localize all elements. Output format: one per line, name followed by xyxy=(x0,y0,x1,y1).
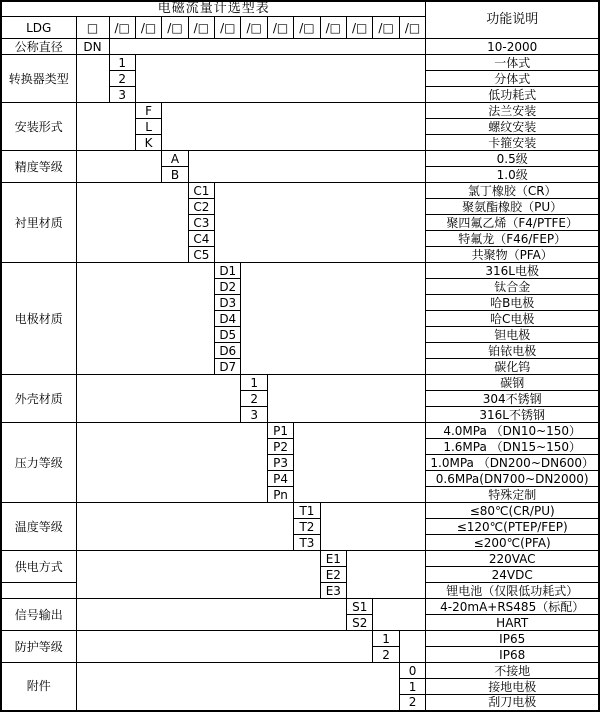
filler-cell xyxy=(76,631,373,663)
option-code-cell: 0 xyxy=(399,663,426,679)
filler-cell xyxy=(294,423,426,503)
filler-cell xyxy=(373,599,426,631)
option-code-cell: D6 xyxy=(215,343,241,359)
option-desc-cell: 锂电池（仅限低功耗式） xyxy=(426,583,599,599)
option-code-cell: 3 xyxy=(109,87,135,103)
filler-cell xyxy=(76,103,135,151)
filler-cell xyxy=(76,551,320,599)
dn-box-cell: □ xyxy=(76,17,109,39)
option-desc-cell: 氯丁橡胶（CR） xyxy=(426,183,599,199)
option-code-cell: T1 xyxy=(294,503,320,519)
option-code-cell: K xyxy=(135,135,161,151)
option-desc-cell: 0.5级 xyxy=(426,151,599,167)
option-code-cell: 2 xyxy=(109,71,135,87)
option-desc-cell: ≤80℃(CR/PU) xyxy=(426,503,599,519)
category-label-power-supply: 供电方式 xyxy=(1,551,76,583)
option-code-cell: C1 xyxy=(188,183,214,199)
option-desc-cell: 分体式 xyxy=(426,71,599,87)
option-code-cell: S1 xyxy=(347,599,373,615)
option-code-cell: P2 xyxy=(267,439,293,455)
model-slot-cell: /□ xyxy=(109,17,135,39)
filler-cell xyxy=(162,103,426,151)
model-slot-cell: /□ xyxy=(241,17,267,39)
option-desc-cell: IP65 xyxy=(426,631,599,647)
option-desc-cell: 1.6MPa （DN15~150） xyxy=(426,439,599,455)
filler-cell xyxy=(267,375,426,423)
category-label-pressure-rating: 压力等级 xyxy=(1,423,76,503)
model-slot-cell: /□ xyxy=(294,17,320,39)
option-code-cell: D1 xyxy=(215,263,241,279)
option-desc-cell: 220VAC xyxy=(426,551,599,567)
option-desc-cell: 316L不锈钢 xyxy=(426,407,599,423)
option-code-cell: C2 xyxy=(188,199,214,215)
category-label-accuracy: 精度等级 xyxy=(1,151,76,183)
option-desc-cell: 304不锈钢 xyxy=(426,391,599,407)
filler-cell xyxy=(76,503,294,551)
category-label-protection-rating: 防护等级 xyxy=(1,631,76,663)
option-code-cell: C5 xyxy=(188,247,214,263)
option-code-cell: C4 xyxy=(188,231,214,247)
filler-cell xyxy=(320,503,426,551)
option-desc-cell: ≤200℃(PFA) xyxy=(426,535,599,551)
model-slot-cell: /□ xyxy=(320,17,346,39)
option-desc-cell: 钛合金 xyxy=(426,279,599,295)
option-desc-cell: 316L电极 xyxy=(426,263,599,279)
option-code-cell: 1 xyxy=(109,55,135,71)
option-desc-cell: 碳钢 xyxy=(426,375,599,391)
option-desc-cell: 共聚物（PFA） xyxy=(426,247,599,263)
filler-cell xyxy=(347,551,426,599)
option-desc-cell: 钽电极 xyxy=(426,327,599,343)
category-label-signal-output: 信号输出 xyxy=(1,599,76,631)
function-column-header: 功能说明 xyxy=(426,1,599,39)
filler-cell xyxy=(241,263,426,375)
option-code-cell: C3 xyxy=(188,215,214,231)
category-label-housing-material: 外壳材质 xyxy=(1,375,76,423)
model-prefix: LDG xyxy=(1,17,76,39)
option-desc-cell: 接地电极 xyxy=(426,679,599,695)
option-code-cell: 2 xyxy=(373,647,399,663)
option-desc-cell: 1.0级 xyxy=(426,167,599,183)
option-desc-cell: 法兰安装 xyxy=(426,103,599,119)
filler-cell xyxy=(399,631,426,663)
option-desc-cell: IP68 xyxy=(426,647,599,663)
option-code-cell: DN xyxy=(76,39,109,55)
option-code-cell: P1 xyxy=(267,423,293,439)
option-code-cell: E1 xyxy=(320,551,346,567)
option-desc-cell: HART xyxy=(426,615,599,631)
option-desc-cell: 10-2000 xyxy=(426,39,599,55)
model-slot-cell: /□ xyxy=(373,17,399,39)
model-slot-cell: /□ xyxy=(135,17,161,39)
option-desc-cell: 聚氨酯橡胶（PU） xyxy=(426,199,599,215)
option-code-cell: D2 xyxy=(215,279,241,295)
option-desc-cell: 4-20mA+RS485（标配） xyxy=(426,599,599,615)
option-desc-cell: 哈B电极 xyxy=(426,295,599,311)
option-code-cell: 1 xyxy=(373,631,399,647)
option-desc-cell: ≤120℃(PTEP/FEP) xyxy=(426,519,599,535)
option-desc-cell: 24VDC xyxy=(426,567,599,583)
filler-cell xyxy=(215,183,426,263)
option-desc-cell: 卡箍安装 xyxy=(426,135,599,151)
table-title: 电磁流量计选型表 xyxy=(1,1,426,17)
model-slot-cell: /□ xyxy=(347,17,373,39)
category-label-nominal-diameter: 公称直径 xyxy=(1,39,76,55)
filler-cell xyxy=(76,263,215,375)
filler-cell xyxy=(109,39,426,55)
option-code-cell: D7 xyxy=(215,359,241,375)
option-code-cell: P4 xyxy=(267,471,293,487)
option-desc-cell: 1.0MPa （DN200~DN600） xyxy=(426,455,599,471)
option-code-cell: 2 xyxy=(399,695,426,711)
option-desc-cell: 4.0MPa （DN10~150） xyxy=(426,423,599,439)
option-desc-cell: 0.6MPa(DN700~DN2000) xyxy=(426,471,599,487)
option-code-cell: L xyxy=(135,119,161,135)
empty-label-cell xyxy=(1,583,76,599)
category-label-temperature-rating: 温度等级 xyxy=(1,503,76,551)
filler-cell xyxy=(188,151,426,183)
option-code-cell: T2 xyxy=(294,519,320,535)
filler-cell xyxy=(135,55,426,103)
option-desc-cell: 不接地 xyxy=(426,663,599,679)
category-label-installation: 安装形式 xyxy=(1,103,76,151)
category-label-electrode-material: 电极材质 xyxy=(1,263,76,375)
filler-cell xyxy=(76,663,399,711)
model-slot-cell: /□ xyxy=(162,17,188,39)
category-label-converter-type: 转换器类型 xyxy=(1,55,76,103)
model-slot-cell: /□ xyxy=(399,17,426,39)
option-code-cell: D4 xyxy=(215,311,241,327)
filler-cell xyxy=(76,599,347,631)
option-code-cell: D5 xyxy=(215,327,241,343)
option-desc-cell: 聚四氟乙烯（F4/PTFE） xyxy=(426,215,599,231)
model-slot-cell: /□ xyxy=(267,17,293,39)
option-code-cell: E2 xyxy=(320,567,346,583)
option-code-cell: E3 xyxy=(320,583,346,599)
option-desc-cell: 螺纹安装 xyxy=(426,119,599,135)
option-desc-cell: 碳化钨 xyxy=(426,359,599,375)
option-code-cell: 1 xyxy=(399,679,426,695)
option-desc-cell: 特殊定制 xyxy=(426,487,599,503)
option-desc-cell: 低功耗式 xyxy=(426,87,599,103)
option-code-cell: A xyxy=(162,151,188,167)
filler-cell xyxy=(76,423,267,503)
model-slot-cell: /□ xyxy=(215,17,241,39)
option-desc-cell: 刮刀电极 xyxy=(426,695,599,711)
filler-cell xyxy=(76,151,162,183)
filler-cell xyxy=(76,55,109,103)
option-code-cell: 2 xyxy=(241,391,267,407)
option-desc-cell: 特氟龙（F46/FEP） xyxy=(426,231,599,247)
option-code-cell: D3 xyxy=(215,295,241,311)
option-code-cell: F xyxy=(135,103,161,119)
option-code-cell: T3 xyxy=(294,535,320,551)
option-code-cell: 3 xyxy=(241,407,267,423)
category-label-accessories: 附件 xyxy=(1,663,76,711)
filler-cell xyxy=(76,375,241,423)
option-desc-cell: 铂铱电极 xyxy=(426,343,599,359)
option-code-cell: Pn xyxy=(267,487,293,503)
option-desc-cell: 一体式 xyxy=(426,55,599,71)
filler-cell xyxy=(76,183,188,263)
option-code-cell: S2 xyxy=(347,615,373,631)
option-code-cell: B xyxy=(162,167,188,183)
option-code-cell: P3 xyxy=(267,455,293,471)
option-code-cell: 1 xyxy=(241,375,267,391)
option-desc-cell: 哈C电极 xyxy=(426,311,599,327)
model-slot-cell: /□ xyxy=(188,17,214,39)
category-label-lining-material: 衬里材质 xyxy=(1,183,76,263)
